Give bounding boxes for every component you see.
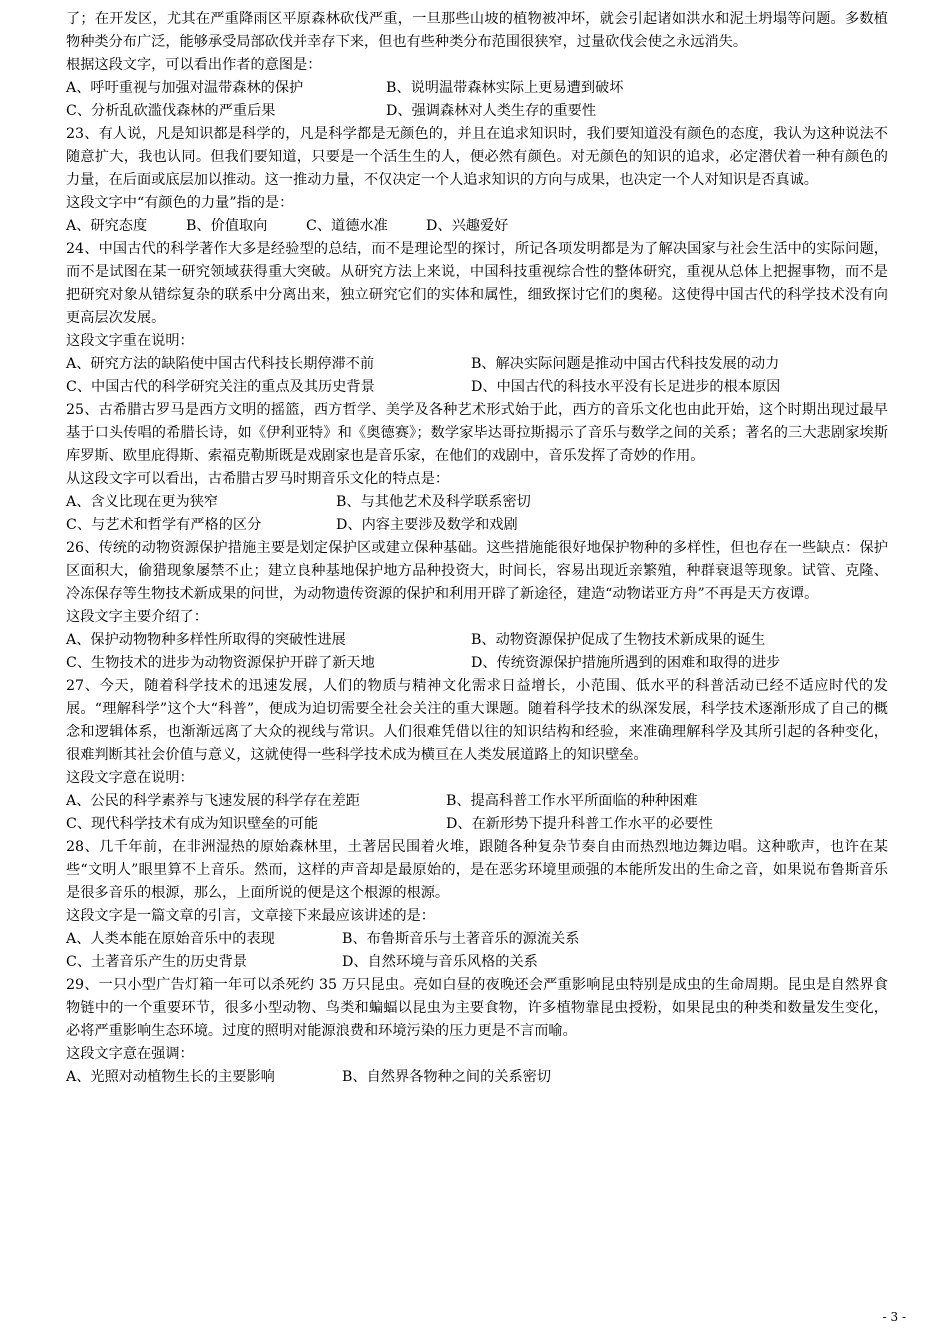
question-27-options-ab bbox=[66, 790, 888, 813]
page-number: - 3 - bbox=[882, 1310, 906, 1324]
option-26-c: C、生物技术的进步为动物资源保护开辟了新天地 bbox=[66, 655, 375, 671]
option-25-a: A、含义比现在更为狭窄 bbox=[66, 494, 219, 510]
option-22-a: A、呼吁重视与加强对温带森林的保护 bbox=[66, 80, 304, 96]
passage-23: 23、有人说，凡是知识都是科学的，凡是科学都是无颜色的，并且在追求知识时，我们要知道没有颜色的态度，我认为这种说法不随意扩大，我也认同。但我们要知道，只要是一个活生生的人，便必然有颜色。对无颜色的知识的追求，必定潜伏着一种有颜色的力量，在后面或底层加以推动。这一推动力量，不仅决定一个人追求知识的方向与成果，也决定一个人对知识是否真诚。 bbox=[66, 126, 888, 188]
option-23-c: C、道德水准 bbox=[306, 218, 388, 234]
passage-26: 26、传统的动物资源保护措施主要是划定保护区或建立保种基础。这些措施能很好地保护物种的多样性，但也存在一些缺点：保护区面积大，偷猎现象屡禁不止；建立良种基地保护地方品种投资大，时间长，容易出现近亲繁殖，种群衰退等现象。试管、克隆、冷冻保存等生物技术新成果的问世，为动物遗传资源的保护和利用开辟了新途径，建造“动物诺亚方舟”不再是天方夜谭。 bbox=[66, 540, 888, 602]
question-29-options-ab bbox=[66, 1066, 888, 1089]
option-23-d: D、兴趣爱好 bbox=[426, 218, 509, 234]
question-25-stem: 从这段文字可以看出，古希腊古罗马时期音乐文化的特点是： bbox=[66, 471, 450, 487]
question-23-options bbox=[66, 215, 888, 238]
option-23-b: B、价值取向 bbox=[186, 218, 268, 234]
option-25-c: C、与艺术和哲学有严格的区分 bbox=[66, 517, 262, 533]
question-29-stem: 这段文字意在强调： bbox=[66, 1046, 194, 1062]
passage-29: 29、一只小型广告灯箱一年可以杀死约 35 万只昆虫。亮如白昼的夜晚还会严重影响昆虫特别是成虫的生命周期。昆虫是自然界食物链中的一个重要环节，很多小型动物、鸟类和蝙蝠以昆虫为主要食物，许多植物靠昆虫授粉，如果昆虫的种类和数量发生变化，必将严重影响生态环境。过度的照明对能源浪费和环境污染的压力更是不言而喻。 bbox=[66, 977, 888, 1039]
option-22-b: B、说明温带森林实际上更易遭到破坏 bbox=[386, 80, 624, 96]
option-27-b: B、提高科普工作水平所面临的种种困难 bbox=[446, 793, 698, 809]
option-29-a: A、光照对动植物生长的主要影响 bbox=[66, 1069, 275, 1085]
option-25-d: D、内容主要涉及数学和戏剧 bbox=[336, 517, 518, 533]
question-28-stem: 这段文字是一篇文章的引言，文章接下来最应该讲述的是： bbox=[66, 908, 435, 924]
question-25-options-cd bbox=[66, 514, 888, 537]
option-22-c: C、分析乱砍滥伐森林的严重后果 bbox=[66, 103, 276, 119]
question-22-stem: 根据这段文字，可以看出作者的意图是： bbox=[66, 57, 322, 73]
option-24-d: D、中国古代的科技水平没有长足进步的根本原因 bbox=[471, 379, 781, 395]
document-page bbox=[66, 8, 888, 1089]
passage-24: 24、中国古代的科学著作大多是经验型的总结，而不是理论型的探讨，所记各项发明都是为了解决国家与社会生活中的实际问题，而不是试图在某一研究领域获得重大突破。从研究方法上来说，中国科技重视综合性的整体研究，重视从总体上把握事物，而不是把研究对象从错综复杂的联系中分离出来，独立研究它们的实体和属性，细致探讨它们的奥秘。这使得中国古代的科学技术没有向更高层次发展。 bbox=[66, 241, 888, 326]
passage-25: 25、古希腊古罗马是西方文明的摇篮，西方哲学、美学及各种艺术形式始于此，西方的音乐文化也由此开始，这个时期出现过最早基于口头传唱的希腊长诗，如《伊利亚特》和《奥德赛》；数学家毕达哥拉斯揭示了音乐与数学之间的关系；著名的三大悲剧家埃斯库罗斯、欧里庇得斯、索福克勒斯既是戏剧家也是音乐家，在他们的戏剧中，音乐发挥了奇妙的作用。 bbox=[66, 402, 888, 464]
question-28-options-cd bbox=[66, 951, 888, 974]
option-28-d: D、自然环境与音乐风格的关系 bbox=[342, 954, 538, 970]
option-26-d: D、传统资源保护措施所遇到的困难和取得的进步 bbox=[471, 655, 781, 671]
option-28-a: A、人类本能在原始音乐中的表现 bbox=[66, 931, 275, 947]
question-24-stem: 这段文字重在说明： bbox=[66, 333, 194, 349]
question-27-stem: 这段文字意在说明： bbox=[66, 770, 194, 786]
question-28-options-ab bbox=[66, 928, 888, 951]
question-22-options-ab bbox=[66, 77, 888, 100]
option-28-c: C、土著音乐产生的历史背景 bbox=[66, 954, 248, 970]
option-25-b: B、与其他艺术及科学联系密切 bbox=[336, 494, 531, 510]
option-27-a: A、公民的科学素养与飞速发展的科学存在差距 bbox=[66, 793, 360, 809]
question-22-options-cd bbox=[66, 100, 888, 123]
question-24-options-cd bbox=[66, 376, 888, 399]
option-22-d: D、强调森林对人类生存的重要性 bbox=[386, 103, 597, 119]
option-27-d: D、在新形势下提升科普工作水平的必要性 bbox=[446, 816, 713, 832]
passage-28: 28、几千年前，在非洲湿热的原始森林里，土著居民围着火堆，跟随各种复杂节奏自由而热烈地边舞边唱。这种歌声，也许在某些“文明人”眼里算不上音乐。然而，这样的声音却是最原始的，是在恶劣环境里顽强的本能所发出的生命之音，如果说布鲁斯音乐是很多音乐的根源，那么，上面所说的便是这个根源的根源。 bbox=[66, 839, 888, 901]
question-26-options-ab bbox=[66, 629, 888, 652]
question-25-options-ab bbox=[66, 491, 888, 514]
question-26-options-cd bbox=[66, 652, 888, 675]
option-29-b: B、自然界各物种之间的关系密切 bbox=[342, 1069, 552, 1085]
option-26-a: A、保护动物物种多样性所取得的突破性进展 bbox=[66, 632, 346, 648]
option-23-a: A、研究态度 bbox=[66, 218, 148, 234]
option-26-b: B、动物资源保护促成了生物技术新成果的诞生 bbox=[471, 632, 766, 648]
question-27-options-cd bbox=[66, 813, 888, 836]
question-24-options-ab bbox=[66, 353, 888, 376]
option-24-c: C、中国古代的科学研究关注的重点及其历史背景 bbox=[66, 379, 375, 395]
question-23-stem: 这段文字中“有颜色的力量”指的是： bbox=[66, 195, 294, 211]
option-27-c: C、现代科学技术有成为知识壁垒的可能 bbox=[66, 816, 319, 832]
question-26-stem: 这段文字主要介绍了： bbox=[66, 609, 208, 625]
option-24-b: B、解决实际问题是推动中国古代科技发展的动力 bbox=[471, 356, 780, 372]
passage-27: 27、今天，随着科学技术的迅速发展，人们的物质与精神文化需求日益增长，小范围、低水平的科普活动已经不适应时代的发展。“理解科学”这个大“科普”，便成为迫切需要全社会关注的重大课题。随着科学技术的纵深发展，科学技术逐渐形成了自己的概念和逻辑体系，也渐渐远离了大众的视线与常识。人们很难凭借以往的知识结构和经验，来准确理解科学及其所引起的各种变化，很难判断其社会价值与意义，这就使得一些科学技术成为横亘在人类发展道路上的知识壁垒。 bbox=[66, 678, 888, 763]
option-28-b: B、布鲁斯音乐与土著音乐的源流关系 bbox=[342, 931, 580, 947]
option-24-a: A、研究方法的缺陷使中国古代科技长期停滞不前 bbox=[66, 356, 375, 372]
passage-22-tail: 了；在开发区，尤其在严重降雨区平原森林砍伐严重，一旦那些山坡的植物被冲坏，就会引起诸如洪水和泥土坍塌等问题。多数植物种类分布广泛，能够承受局部砍伐并幸存下来，但也有些种类分布范围很狭窄，过量砍伐会使之永远消失。 bbox=[66, 11, 888, 50]
